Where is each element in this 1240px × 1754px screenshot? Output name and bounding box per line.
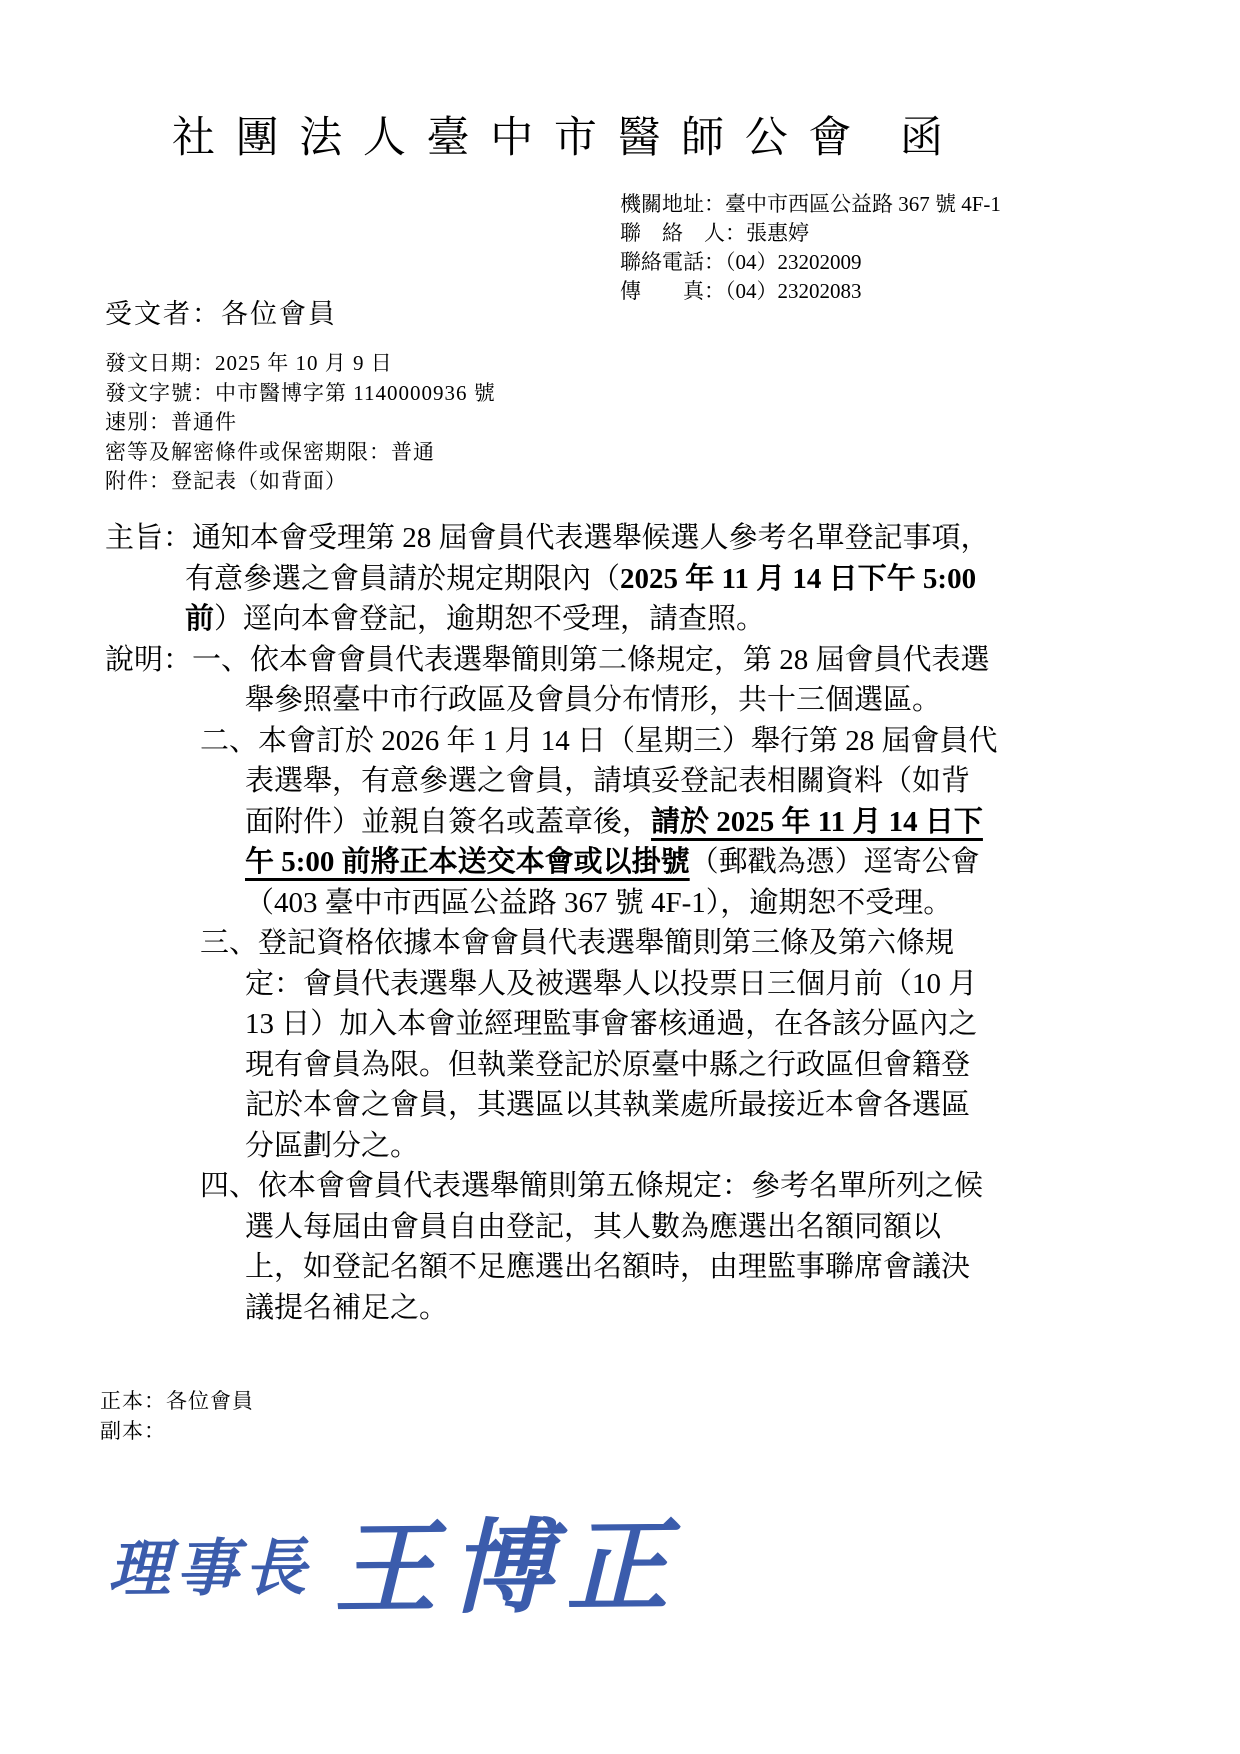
body-text-segment: 表選舉，有意參選之會員，請填妥登記表相關資料（如背: [245, 765, 971, 797]
body-text-segment: 二、本會訂於 2026 年 1 月 14 日（星期三）舉行第 28 屆會員代: [200, 724, 998, 757]
meta-line: 附件：登記表（如背面）: [105, 469, 347, 493]
contact-line: 傳 真：（04）23202083: [620, 279, 862, 303]
body-line: [105, 1207, 1145, 1248]
signature-title: 理事長: [107, 1534, 313, 1605]
body-line: [105, 1004, 1145, 1045]
meta-line: 密等及解密條件或保密期限：普通: [105, 439, 435, 464]
contact-line: 機關地址：臺中市西區公益路 367 號 4F-1: [620, 192, 1001, 216]
body-text-segment: 分區劃分之。: [245, 1129, 420, 1162]
copy-recipient-line: 副本：: [100, 1419, 166, 1443]
body-text-segment: 13 日）加入本會並經理監事會審核通過，在各該分區內之: [245, 1008, 978, 1040]
document-type: 函: [900, 115, 944, 162]
original-recipient-line: 正本：各位會員: [100, 1389, 254, 1413]
body-text-segment: 2025 年 11 月 14 日下午 5:00: [620, 562, 977, 595]
body-line: [105, 1126, 1145, 1167]
body-line: [105, 721, 1145, 762]
body-text-segment: 定：會員代表選舉人及被選舉人以投票日三個月前（10 月: [245, 967, 978, 1000]
organization-name: 社團法人臺中市醫師公會: [172, 115, 873, 162]
letter-body: [105, 518, 1145, 1328]
contact-line: 聯絡電話：（04）23202009: [620, 250, 862, 274]
body-line: [105, 640, 1145, 681]
body-text-segment: 選人每屆由會員自由登記，其人數為應選出名額同額以: [245, 1210, 942, 1243]
chairman-signature-stamp: [107, 1485, 682, 1636]
body-text-segment: 上，如登記名額不足應選出名額時，由理監事聯席會議決: [245, 1251, 971, 1283]
body-text-segment: 主旨：通知本會受理第 28 屆會員代表選舉候選人參考名單登記事項，: [105, 522, 990, 554]
meta-line: 發文日期：2025 年 10 月 9 日: [105, 351, 393, 375]
body-text-segment: 四、依本會會員代表選舉簡則第五條規定：參考名單所列之候: [200, 1170, 984, 1202]
body-line: [105, 1045, 1145, 1086]
body-text-segment: 午 5:00 前將正本送交本會或以掛號: [245, 846, 690, 878]
contact-block: [620, 190, 1001, 306]
body-line: [105, 923, 1145, 964]
meta-line: 速別：普通件: [105, 410, 237, 434]
body-line: [105, 559, 1145, 600]
body-line: [105, 842, 1145, 883]
body-text-segment: 說明：一、依本會會員代表選舉簡則第二條規定，第 28 屆會員代表選: [105, 643, 990, 676]
signature-name: 王博正: [333, 1511, 683, 1628]
body-line: [105, 680, 1145, 721]
body-text-segment: 現有會員為限。但執業登記於原臺中縣之行政區但會籍登: [245, 1048, 971, 1081]
contact-line: 聯 絡 人：張惠婷: [620, 221, 809, 245]
body-text-segment: （403 臺中市西區公益路 367 號 4F-1），逾期恕不受理。: [245, 886, 953, 919]
body-line: [105, 1085, 1145, 1126]
meta-line: 發文字號：中市醫博字第 1140000936 號: [105, 380, 496, 405]
body-line: [105, 964, 1145, 1005]
body-line: [105, 518, 1145, 559]
body-line: [105, 883, 1145, 924]
body-text-segment: （郵戳為憑）逕寄公會: [689, 846, 980, 878]
body-text-segment: 舉參照臺中市行政區及會員分布情形，共十三個選區。: [245, 684, 942, 716]
meta-block: [105, 349, 496, 497]
distribution-block: [100, 1386, 254, 1446]
body-line: [105, 761, 1145, 802]
body-text-segment: 有意參選之會員請於規定期限內（: [185, 562, 621, 595]
body-line: [105, 1247, 1145, 1288]
body-text-segment: 三、登記資格依據本會會員代表選舉簡則第三條及第六條規: [200, 927, 955, 959]
body-text-segment: 請於 2025 年 11 月 14 日下: [651, 805, 983, 838]
body-text-segment: 面附件）並親自簽名或蓋章後，: [245, 805, 652, 838]
body-line: [105, 1288, 1145, 1329]
body-text-segment: 記於本會之會員，其選區以其執業處所最接近本會各選區: [245, 1089, 971, 1121]
body-text-segment: 前: [185, 603, 215, 635]
body-line: [105, 802, 1145, 843]
recipient-line: 受文者：各位會員: [105, 299, 337, 329]
body-text-segment: ）逕向本會登記，逾期恕不受理，請查照。: [214, 603, 766, 635]
document-title: [172, 104, 943, 165]
body-line: [105, 599, 1145, 640]
body-line: [105, 1166, 1145, 1207]
body-text-segment: 議提名補足之。: [245, 1291, 449, 1324]
